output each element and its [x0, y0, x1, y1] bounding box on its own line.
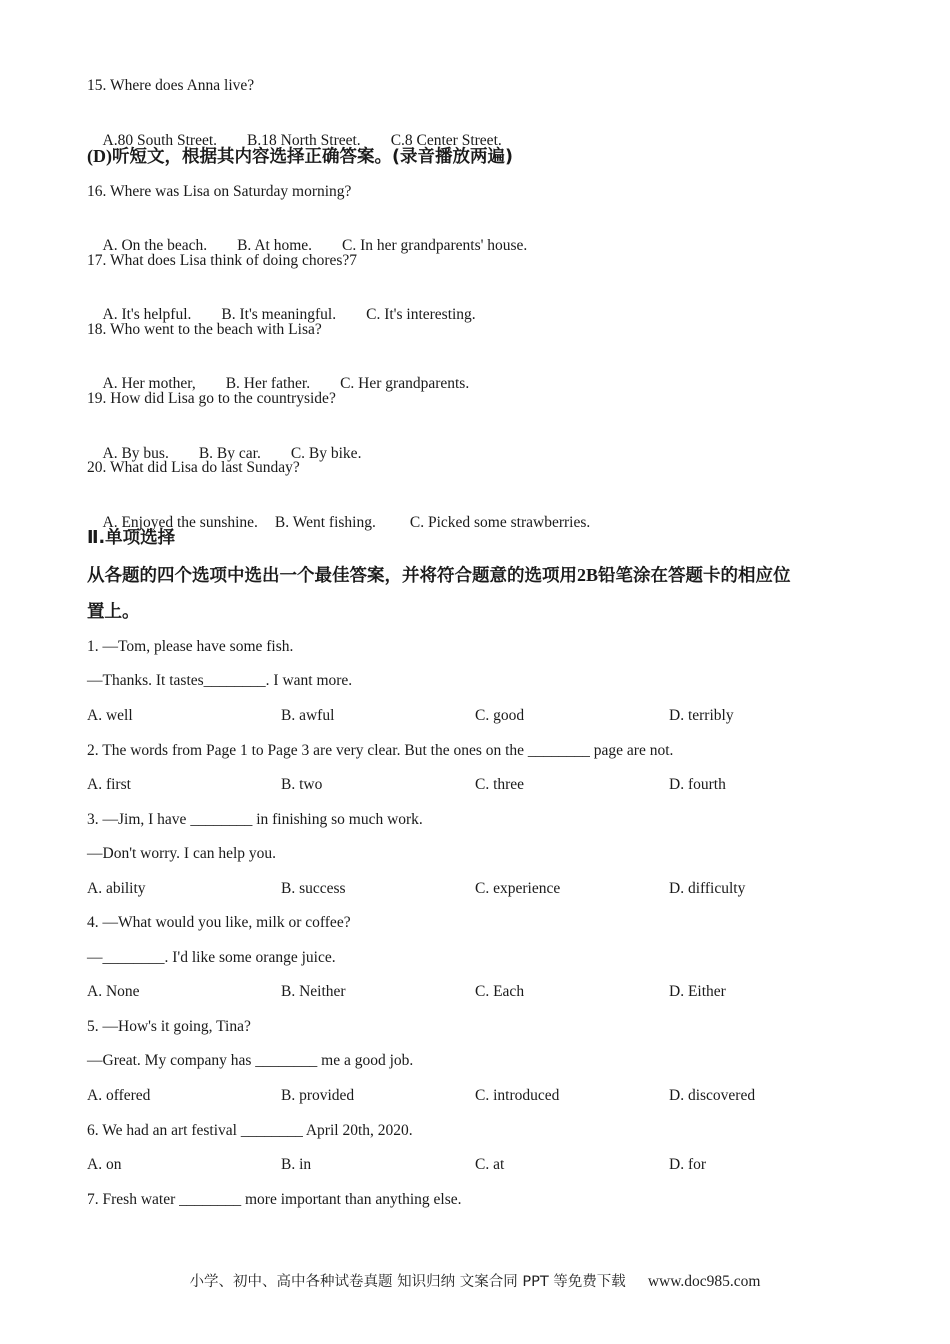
- mc-question-3-line-1: 3. —Jim, I have ________ in finishing so much work.: [87, 811, 423, 828]
- option-c: C.8 Center Street.: [390, 132, 502, 149]
- option-c: C. at: [475, 1156, 505, 1173]
- mc-question-7-line-1: 7. Fresh water ________ more important than anything else.: [87, 1191, 462, 1208]
- option-a: A. By bus.: [102, 445, 169, 462]
- option-d: D. terribly: [669, 707, 734, 724]
- option-b: B. Her father.: [225, 375, 311, 392]
- option-a: A.80 South Street.: [102, 132, 218, 149]
- part-d-label: (D): [87, 146, 112, 166]
- section-2-instruction-line-1: [87, 564, 791, 587]
- option-c: C. In her grandparents' house.: [342, 237, 528, 254]
- section-2-title: Ⅱ.单项选择: [87, 528, 176, 548]
- mc-question-3-line-2: —Don't worry. I can help you.: [87, 845, 277, 862]
- mc-question-4-options: [87, 982, 867, 1002]
- option-c: C. introduced: [475, 1087, 560, 1104]
- option-a: A. On the beach.: [102, 237, 208, 254]
- question-18-stem: 18. Who went to the beach with Lisa?: [87, 321, 322, 338]
- option-b: B. in: [281, 1156, 312, 1173]
- option-c: C. It's interesting.: [366, 306, 476, 323]
- question-16-stem: 16. Where was Lisa on Saturday morning?: [87, 183, 352, 200]
- option-a: A. Her mother,: [102, 375, 196, 392]
- mc-question-5-line-1: 5. —How's it going, Tina?: [87, 1018, 251, 1035]
- question-20-stem: 20. What did Lisa do last Sunday?: [87, 459, 300, 476]
- option-b: B. It's meaningful.: [221, 306, 337, 323]
- option-a: A. None: [87, 983, 140, 1000]
- mc-question-5-options: [87, 1086, 867, 1106]
- mc-question-4-line-1: 4. —What would you like, milk or coffee?: [87, 914, 351, 931]
- option-c: C. By bike.: [290, 445, 362, 462]
- part-d-instruction: 听短文，根据其内容选择正确答案。(录音播放两遍): [112, 147, 513, 167]
- option-a: A. on: [87, 1156, 122, 1173]
- option-a: A. Enjoyed the sunshine.: [102, 514, 258, 531]
- option-a: A. first: [87, 776, 131, 793]
- page-footer: [0, 1270, 950, 1291]
- option-b: B.18 North Street.: [247, 132, 361, 149]
- instruction-text-tail: 铅笔涂在答题卡的相应位: [598, 566, 791, 586]
- option-a: A. offered: [87, 1087, 151, 1104]
- option-a: A. ability: [87, 880, 146, 897]
- mc-question-1-line-1: 1. —Tom, please have some fish.: [87, 638, 294, 655]
- mc-question-1-options: [87, 706, 867, 726]
- option-d: D. Either: [669, 983, 726, 1000]
- option-b: B. Neither: [281, 983, 346, 1000]
- footer-text: 小学、初中、高中各种试卷真题 知识归纳 文案合同 PPT 等免费下载: [189, 1274, 626, 1290]
- option-c: C. good: [475, 707, 525, 724]
- part-d-heading: [87, 145, 513, 168]
- option-d: D. difficulty: [669, 880, 746, 897]
- question-17-stem: 17. What does Lisa think of doing chores?7: [87, 252, 358, 269]
- option-d: D. discovered: [669, 1087, 756, 1104]
- question-15-stem: 15. Where does Anna live?: [87, 77, 255, 94]
- option-c: C. experience: [475, 880, 561, 897]
- question-19-stem: 19. How did Lisa go to the countryside?: [87, 390, 336, 407]
- option-c: C. Each: [475, 983, 525, 1000]
- option-b: B. At home.: [237, 237, 313, 254]
- option-b: B. two: [281, 776, 323, 793]
- instruction-text: 从各题的四个选项中选出一个最佳答案，并将符合题意的选项用: [87, 566, 577, 586]
- option-d: D. fourth: [669, 776, 726, 793]
- mc-question-6-line-1: 6. We had an art festival ________ April 20th, 2020.: [87, 1122, 413, 1139]
- mc-question-3-options: [87, 879, 867, 899]
- footer-link[interactable]: www.doc985.com: [647, 1273, 761, 1290]
- option-a: A. It's helpful.: [102, 306, 192, 323]
- option-b: B. awful: [281, 707, 335, 724]
- mc-question-2-options: [87, 775, 867, 795]
- option-a: A. well: [87, 707, 133, 724]
- option-b: B. provided: [281, 1087, 355, 1104]
- option-c: C. Her grandparents.: [340, 375, 470, 392]
- instruction-pencil-grade: 2B: [577, 565, 599, 585]
- mc-question-1-line-2: —Thanks. It tastes________. I want more.: [87, 672, 353, 689]
- mc-question-6-options: [87, 1155, 867, 1175]
- option-d: D. for: [669, 1156, 707, 1173]
- option-b: B. Went fishing.: [274, 514, 376, 531]
- section-2-instruction-line-2: 置上。: [87, 602, 140, 622]
- option-c: C. three: [475, 776, 525, 793]
- option-b: B. success: [281, 880, 346, 897]
- mc-question-2-line-1: 2. The words from Page 1 to Page 3 are very clear. But the ones on the ________ page are not.: [87, 742, 674, 759]
- option-b: B. By car.: [198, 445, 261, 462]
- option-c: C. Picked some strawberries.: [409, 514, 591, 531]
- mc-question-4-line-2: —________. I'd like some orange juice.: [87, 949, 336, 966]
- mc-question-5-line-2: —Great. My company has ________ me a good job.: [87, 1052, 414, 1069]
